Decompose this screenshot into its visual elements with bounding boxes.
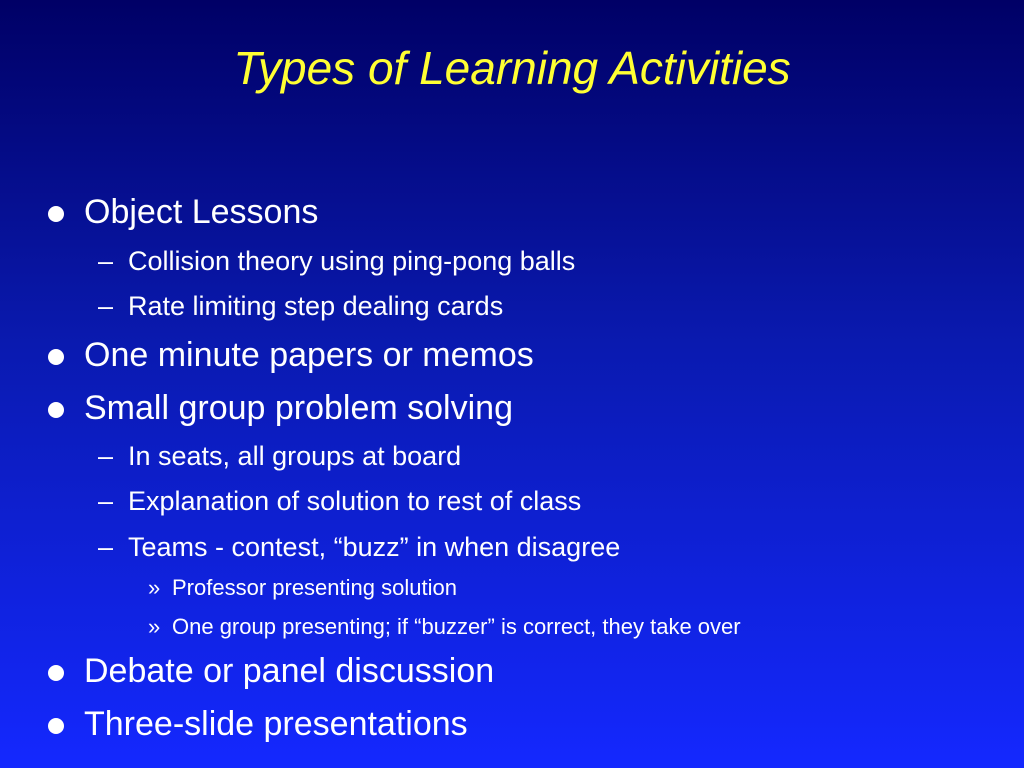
bullet-item: Three-slide presentations (84, 705, 468, 743)
bullet-dot (48, 665, 64, 681)
bullet-dot (48, 349, 64, 365)
bullet-item: One minute papers or memos (84, 336, 534, 374)
bullet-dot (48, 718, 64, 734)
sub-bullet-item: Rate limiting step dealing cards (128, 291, 504, 321)
sub-sub-bullet-item: One group presenting; if “buzzer” is correct, they take over (172, 614, 741, 639)
chevron-marker: » (148, 575, 161, 600)
bullet-dot (48, 206, 64, 222)
dash-marker: – (98, 441, 114, 471)
bullet-item: Small group problem solving (84, 389, 513, 427)
sub-bullet-item: Teams - contest, “buzz” in when disagree (128, 532, 621, 562)
dash-marker: – (98, 486, 114, 516)
dash-marker: – (98, 246, 114, 276)
bullet-item: Debate or panel discussion (84, 652, 495, 690)
bullet-dot (48, 402, 64, 418)
sub-sub-bullet-item: Professor presenting solution (172, 575, 457, 600)
sub-bullet-item: In seats, all groups at board (128, 441, 462, 471)
dash-marker: – (98, 291, 114, 321)
dash-marker: – (98, 532, 114, 562)
slide-title: Types of Learning Activities (233, 42, 791, 94)
sub-bullet-item: Explanation of solution to rest of class (128, 486, 582, 516)
chevron-marker: » (148, 614, 161, 639)
sub-bullet-item: Collision theory using ping-pong balls (128, 246, 576, 276)
bullet-item: Object Lessons (84, 193, 319, 231)
